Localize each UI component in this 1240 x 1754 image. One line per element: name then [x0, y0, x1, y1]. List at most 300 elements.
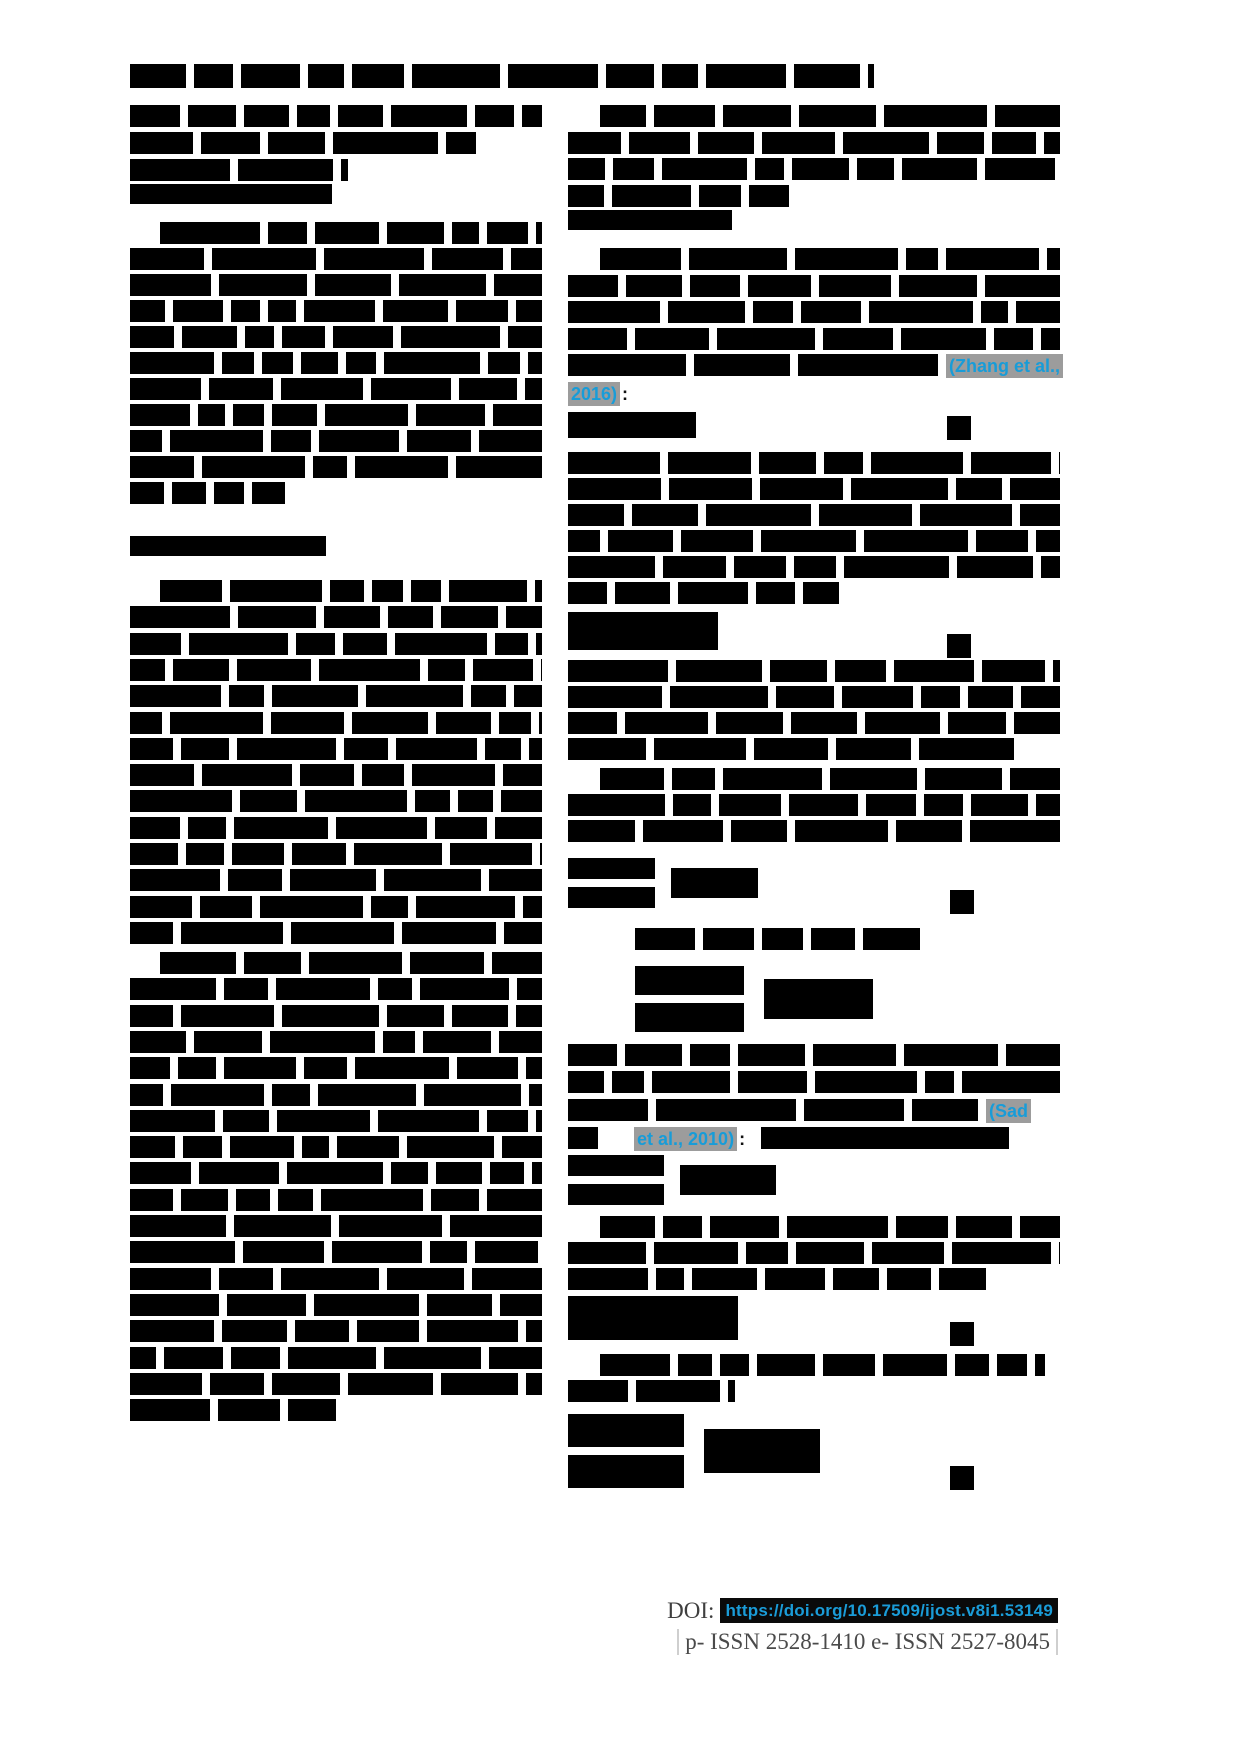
redacted-word — [600, 105, 646, 127]
redacted-line — [130, 869, 542, 891]
doi-link[interactable]: https://doi.org/10.17509/ijost.v8i1.53149 — [720, 1598, 1058, 1623]
spacer — [745, 1127, 761, 1149]
redacted-word — [1006, 1044, 1060, 1066]
equation-fragment — [568, 887, 655, 908]
redacted-word — [749, 185, 789, 207]
redacted-word — [668, 452, 751, 474]
redacted-word — [755, 158, 784, 180]
redacted-line — [130, 764, 542, 786]
redacted-word — [341, 159, 348, 181]
redacted-word — [698, 132, 754, 154]
redacted-word — [723, 768, 822, 790]
redacted-word — [955, 1354, 989, 1376]
redacted-word — [568, 1242, 646, 1264]
redacted-line — [130, 326, 542, 348]
redacted-word — [308, 64, 344, 88]
redacted-word — [789, 794, 858, 816]
redacted-word — [194, 1031, 262, 1053]
redacted-word — [720, 1354, 749, 1376]
redacted-line — [130, 482, 287, 504]
redacted-word — [629, 132, 690, 154]
redacted-word — [866, 794, 916, 816]
equation-5 — [568, 1155, 776, 1205]
redacted-word — [395, 633, 487, 655]
redacted-word — [517, 978, 542, 1000]
redacted-word — [130, 869, 220, 891]
redacted-word — [352, 712, 428, 734]
redacted-word — [851, 478, 948, 500]
citation-zhang-link-part2[interactable]: 2016) — [568, 382, 620, 406]
redacted-line — [130, 843, 542, 865]
redacted-word — [516, 300, 542, 322]
redacted-word — [130, 606, 230, 628]
redacted-word — [1044, 132, 1060, 154]
redacted-word — [199, 1162, 279, 1184]
redacted-word — [130, 843, 178, 865]
redacted-line — [568, 132, 1060, 154]
redacted-word — [194, 64, 233, 88]
redacted-word — [210, 1373, 264, 1395]
redacted-word — [412, 764, 495, 786]
redacted-word — [925, 1071, 954, 1093]
redacted-word — [324, 606, 380, 628]
redacted-word — [278, 1189, 313, 1211]
redacted-word — [819, 275, 891, 297]
redacted-word — [130, 352, 214, 374]
redacted-word — [761, 1127, 1009, 1149]
redacted-word — [387, 222, 444, 244]
citation-line-sad-2 — [568, 1127, 1017, 1151]
redacted-word — [612, 185, 691, 207]
redacted-word — [600, 768, 664, 790]
redacted-word — [643, 820, 723, 842]
redacted-word — [663, 1216, 702, 1238]
redacted-word — [186, 843, 224, 865]
equation-6-number — [950, 1322, 974, 1346]
redacted-word — [244, 105, 289, 127]
redacted-word — [241, 64, 300, 88]
redacted-word — [656, 1099, 796, 1121]
redacted-word — [689, 248, 787, 270]
citation-zhang-link-part1[interactable]: (Zhang et al., — [946, 354, 1063, 378]
redacted-word — [355, 456, 448, 478]
equation-4 — [635, 966, 873, 1032]
redacted-word — [222, 352, 254, 374]
redacted-word — [384, 352, 480, 374]
redacted-word — [324, 248, 424, 270]
redacted-word — [479, 430, 542, 452]
redacted-word — [568, 1127, 598, 1149]
redacted-word — [833, 1268, 879, 1290]
redacted-word — [332, 1241, 422, 1263]
redacted-word — [819, 504, 912, 526]
redacted-word — [130, 1347, 156, 1369]
redacted-word — [525, 378, 542, 400]
citation-sad-link-part1[interactable]: (Sad — [986, 1099, 1031, 1123]
redacted-word — [656, 1268, 684, 1290]
redacted-word — [416, 404, 485, 426]
redacted-word — [410, 952, 484, 974]
redacted-word — [568, 1071, 604, 1093]
redacted-word — [304, 1057, 347, 1079]
redacted-word — [391, 105, 467, 127]
redacted-word — [823, 1354, 875, 1376]
redacted-word — [399, 274, 486, 296]
equation-fragment — [568, 858, 655, 879]
redacted-word — [459, 378, 517, 400]
redacted-word — [378, 978, 412, 1000]
redacted-word — [738, 1071, 807, 1093]
redacted-word — [435, 817, 487, 839]
redacted-word — [968, 686, 1013, 708]
redacted-word — [690, 275, 740, 297]
redacted-word — [523, 896, 542, 918]
redacted-word — [508, 64, 598, 88]
redacted-word — [130, 978, 216, 1000]
redacted-word — [956, 478, 1002, 500]
redacted-word — [384, 869, 481, 891]
redacted-word — [188, 105, 236, 127]
redacted-word — [318, 1084, 416, 1106]
redacted-word — [402, 922, 496, 944]
redacted-word — [272, 404, 317, 426]
redacted-word — [568, 556, 655, 578]
redacted-word — [857, 158, 894, 180]
redacted-word — [300, 764, 354, 786]
redacted-line — [130, 1347, 542, 1369]
redacted-word — [344, 738, 388, 760]
redacted-word — [770, 660, 827, 682]
redacted-word — [383, 300, 448, 322]
redacted-word — [794, 556, 836, 578]
redacted-word — [130, 326, 174, 348]
redacted-word — [188, 817, 226, 839]
redacted-word — [532, 1162, 542, 1184]
redacted-word — [130, 1189, 173, 1211]
redacted-word — [228, 869, 282, 891]
redacted-word — [803, 582, 839, 604]
redacted-line — [160, 580, 542, 602]
redacted-word — [568, 1044, 617, 1066]
redacted-line — [130, 685, 542, 707]
redacted-word — [728, 1380, 735, 1402]
redacted-word — [902, 158, 977, 180]
page-footer — [667, 1598, 1058, 1655]
redacted-word — [568, 504, 624, 526]
redacted-line — [568, 1380, 735, 1402]
equation-1 — [568, 412, 696, 438]
redacted-word — [412, 64, 500, 88]
redacted-word — [776, 686, 834, 708]
redacted-word — [699, 185, 741, 207]
redacted-line — [130, 1399, 336, 1421]
redacted-word — [529, 1084, 542, 1106]
redacted-word — [288, 1399, 336, 1421]
citation-line-sad-1 — [568, 1099, 1031, 1123]
redacted-word — [756, 582, 795, 604]
redacted-word — [997, 1354, 1027, 1376]
redacted-word — [1010, 478, 1060, 500]
equation-2 — [568, 612, 718, 650]
redacted-word — [212, 248, 316, 270]
redacted-line — [130, 64, 874, 88]
redacted-word — [946, 248, 1039, 270]
redacted-word — [270, 1031, 375, 1053]
redacted-word — [130, 132, 193, 154]
redacted-word — [663, 556, 726, 578]
redacted-word — [302, 1136, 329, 1158]
redacted-word — [1036, 530, 1060, 552]
redacted-word — [636, 1380, 720, 1402]
redacted-word — [452, 1005, 508, 1027]
equation-6 — [568, 1296, 738, 1340]
redacted-word — [615, 582, 670, 604]
redacted-line — [130, 430, 542, 452]
redacted-word — [706, 504, 811, 526]
redacted-word — [568, 686, 662, 708]
redacted-word — [475, 1241, 538, 1263]
redacted-word — [896, 1216, 948, 1238]
redacted-word — [985, 158, 1055, 180]
redacted-word — [130, 1136, 175, 1158]
redacted-word — [219, 274, 307, 296]
redacted-word — [540, 843, 542, 865]
redacted-word — [130, 159, 230, 181]
redacted-line — [568, 158, 1060, 180]
redacted-word — [759, 452, 816, 474]
redacted-word — [407, 430, 471, 452]
redacted-word — [430, 1241, 467, 1263]
redacted-word — [130, 896, 192, 918]
redacted-word — [813, 1044, 896, 1066]
redacted-word — [526, 1057, 542, 1079]
redacted-word — [939, 1268, 986, 1290]
redacted-word — [333, 326, 393, 348]
redacted-word — [489, 869, 542, 891]
redacted-word — [297, 105, 330, 127]
redacted-word — [337, 1136, 399, 1158]
redacted-word — [1036, 794, 1060, 816]
redacted-word — [894, 660, 974, 682]
redacted-word — [130, 659, 165, 681]
redacted-line — [600, 248, 1060, 270]
equation-fragment — [568, 1296, 738, 1340]
redacted-word — [535, 580, 542, 602]
redacted-line — [568, 660, 1060, 682]
redacted-word — [792, 158, 849, 180]
redacted-word — [431, 1189, 479, 1211]
redacted-word — [904, 1044, 998, 1066]
redacted-word — [271, 430, 311, 452]
redacted-line — [130, 248, 542, 270]
redacted-line — [130, 1294, 542, 1316]
redacted-word — [387, 1005, 444, 1027]
redacted-line — [130, 300, 542, 322]
redacted-word — [130, 738, 173, 760]
redacted-line — [568, 1242, 1060, 1264]
redacted-word — [754, 738, 828, 760]
equation-fragment — [568, 612, 718, 650]
redacted-line — [600, 1216, 1060, 1238]
redacted-word — [746, 1242, 788, 1264]
redacted-word — [231, 300, 260, 322]
citation-line-zhang-2 — [568, 382, 628, 406]
redacted-word — [738, 1044, 805, 1066]
redacted-word — [673, 794, 711, 816]
redacted-word — [282, 326, 325, 348]
redacted-word — [441, 1373, 518, 1395]
redacted-word — [568, 1268, 648, 1290]
redacted-word — [568, 158, 605, 180]
redacted-word — [804, 1099, 904, 1121]
redacted-word — [608, 530, 673, 552]
redacted-word — [798, 354, 938, 376]
redacted-word — [539, 712, 542, 734]
redacted-word — [383, 1031, 415, 1053]
redacted-word — [994, 328, 1033, 350]
redacted-word — [568, 275, 618, 297]
redacted-word — [495, 817, 542, 839]
redacted-word — [130, 1031, 186, 1053]
equation-7-number — [950, 1466, 974, 1490]
redacted-line — [568, 530, 1060, 552]
redacted-word — [237, 659, 311, 681]
redacted-word — [920, 504, 1012, 526]
redacted-word — [348, 1373, 433, 1395]
redacted-word — [473, 659, 533, 681]
redacted-word — [234, 1215, 331, 1237]
redacted-word — [568, 712, 617, 734]
equation-fragment — [568, 1155, 664, 1176]
redacted-word — [606, 64, 654, 88]
redacted-word — [346, 352, 376, 374]
redacted-word — [130, 1399, 210, 1421]
redacted-word — [325, 404, 408, 426]
redacted-word — [427, 1294, 492, 1316]
equation-fragment — [764, 979, 873, 1019]
redacted-word — [457, 1057, 518, 1079]
redacted-word — [407, 1136, 494, 1158]
redacted-word — [1059, 452, 1060, 474]
redacted-line — [568, 1071, 1060, 1093]
redacted-word — [522, 105, 542, 127]
equation-fragment — [568, 1414, 684, 1447]
redacted-word — [868, 64, 874, 88]
redacted-line — [568, 452, 1060, 474]
redacted-word — [200, 896, 252, 918]
redacted-word — [487, 222, 528, 244]
redacted-word — [354, 843, 442, 865]
redacted-line — [130, 1373, 542, 1395]
redacted-word — [130, 764, 194, 786]
redacted-word — [219, 1268, 273, 1290]
redacted-word — [321, 1189, 423, 1211]
redacted-word — [357, 1320, 419, 1342]
redacted-word — [799, 105, 876, 127]
redacted-word — [237, 738, 336, 760]
redacted-word — [420, 978, 509, 1000]
redacted-word — [489, 1347, 542, 1369]
redacted-line — [568, 820, 1060, 842]
redacted-word — [371, 896, 408, 918]
redacted-word — [271, 712, 344, 734]
redacted-word — [801, 301, 861, 323]
redacted-word — [971, 452, 1051, 474]
redacted-word — [352, 64, 404, 88]
redacted-word — [291, 922, 394, 944]
redacted-line — [130, 1241, 542, 1263]
redacted-word — [1035, 1354, 1045, 1376]
redacted-word — [1047, 248, 1060, 270]
redacted-word — [181, 1005, 274, 1027]
redacted-word — [765, 1268, 825, 1290]
redacted-word — [292, 843, 346, 865]
redacted-line — [130, 659, 542, 681]
redacted-word — [396, 738, 477, 760]
redacted-word — [458, 790, 493, 812]
redacted-word — [528, 352, 542, 374]
redacted-word — [181, 1189, 228, 1211]
redacted-word — [568, 132, 621, 154]
equation-7 — [568, 1414, 820, 1488]
redacted-word — [652, 1071, 730, 1093]
redacted-word — [234, 817, 328, 839]
redacted-word — [896, 820, 962, 842]
redacted-word — [130, 1268, 211, 1290]
redacted-word — [836, 738, 911, 760]
redacted-word — [568, 452, 660, 474]
redacted-word — [541, 659, 542, 681]
redacted-word — [171, 1084, 264, 1106]
redacted-word — [330, 580, 364, 602]
redacted-word — [450, 1215, 542, 1237]
redacted-word — [1020, 504, 1060, 526]
redacted-word — [672, 768, 715, 790]
redacted-word — [511, 248, 542, 270]
redacted-word — [436, 712, 491, 734]
redacted-word — [391, 1162, 428, 1184]
redacted-word — [475, 105, 514, 127]
redacted-line — [130, 1136, 542, 1158]
redacted-word — [723, 105, 791, 127]
redacted-word — [536, 222, 542, 244]
redacted-line — [568, 556, 1060, 578]
redacted-word — [794, 64, 860, 88]
redacted-line — [130, 1189, 542, 1211]
redacted-word — [218, 1399, 280, 1421]
redacted-word — [130, 1373, 202, 1395]
redacted-word — [245, 326, 274, 348]
redacted-word — [290, 869, 376, 891]
redacted-word — [830, 768, 917, 790]
redacted-word — [887, 1268, 931, 1290]
redacted-word — [937, 132, 984, 154]
redacted-word — [503, 764, 542, 786]
redacted-word — [668, 301, 745, 323]
redacted-word — [694, 354, 790, 376]
redacted-word — [843, 132, 929, 154]
citation-sad-link-part2[interactable]: et al., 2010) — [634, 1127, 737, 1151]
redacted-word — [130, 633, 181, 655]
redacted-word — [224, 1057, 296, 1079]
redacted-line — [568, 582, 839, 604]
citation-line-zhang-1 — [568, 354, 1063, 378]
redacted-word — [823, 328, 893, 350]
redacted-line — [130, 132, 476, 154]
redacted-word — [493, 404, 542, 426]
redacted-word — [130, 1110, 215, 1132]
redacted-word — [526, 1373, 542, 1395]
